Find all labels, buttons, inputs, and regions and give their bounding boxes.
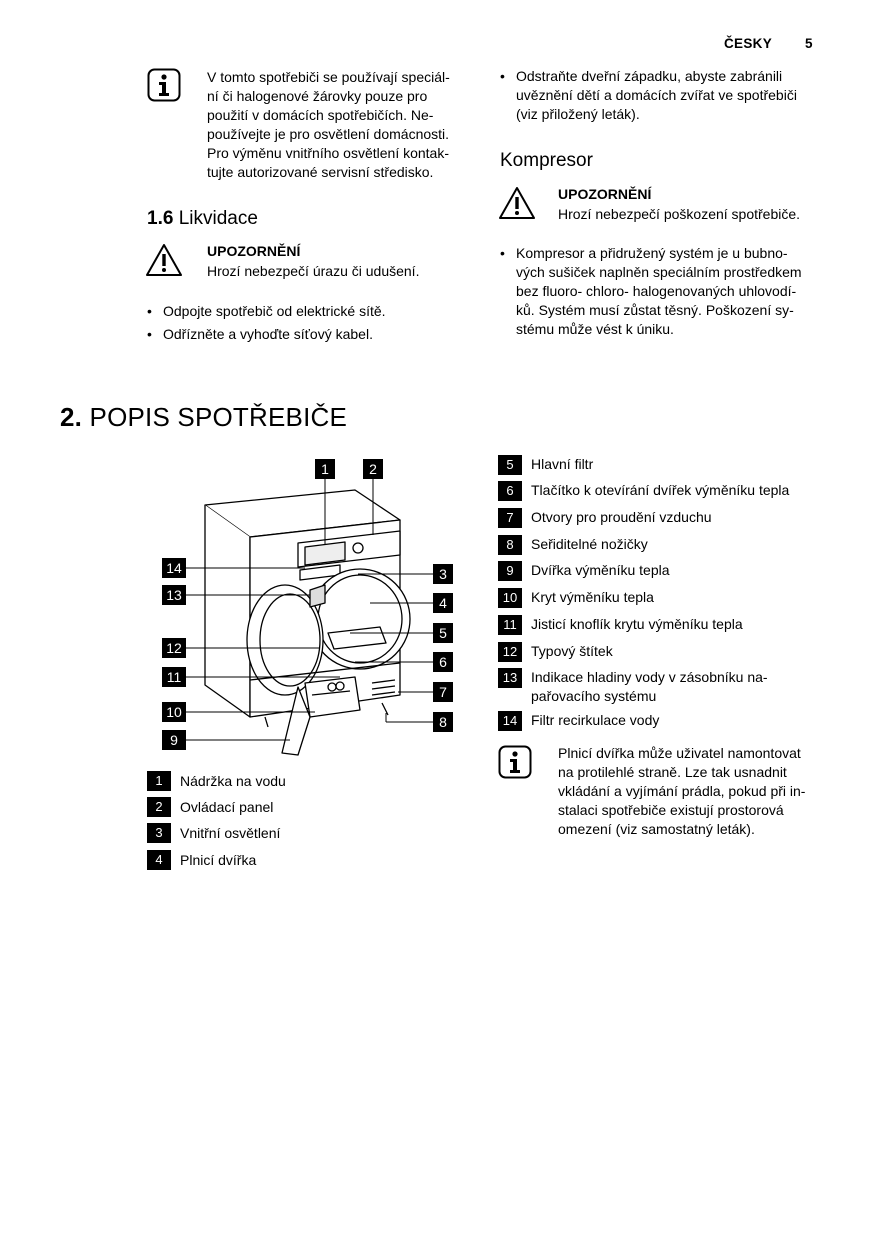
callout-7: 7: [433, 682, 453, 702]
page-number: 5: [805, 36, 813, 51]
legend-item: 14 Filtr recirkulace vody: [498, 710, 838, 730]
warning-text: Hrozí nebezpečí poškození spotřebiče.: [558, 206, 801, 222]
callout-1: 1: [315, 459, 335, 479]
legend-right: [498, 454, 838, 734]
subheading-kompresor: Kompresor: [500, 150, 593, 171]
legend-item: 8 Seřiditelné nožičky: [498, 534, 838, 554]
language-label: ČESKY: [724, 36, 773, 51]
legend-left: [147, 771, 447, 876]
legend-item: 1 Nádržka na vodu: [147, 771, 447, 791]
callout-6: 6: [433, 652, 453, 672]
warning-title: UPOZORNĚNÍ: [558, 186, 652, 202]
callout-14: 14: [162, 558, 186, 578]
legend-item: 11 Jisticí knoflík krytu výměníku tepla: [498, 614, 838, 634]
warning-icon: [145, 243, 183, 277]
legend-item: 10 Kryt výměníku tepla: [498, 587, 838, 607]
info-icon: [498, 745, 532, 779]
legend-item: 6 Tlačítko k otevírání dvířek výměníku tepla: [498, 480, 838, 500]
callout-9: 9: [162, 730, 186, 750]
legend-item: 4 Plnicí dvířka: [147, 850, 447, 870]
callout-8: 8: [433, 712, 453, 732]
list-item: • Odpojte spotřebič od elektrické sítě.: [147, 303, 386, 319]
callout-11: 11: [162, 667, 186, 687]
warning-title: UPOZORNĚNÍ: [207, 243, 301, 259]
list-item: • Kompresor a přidružený systém je u bubno- vých sušiček naplněn speciálním prostředkem bez fluoro- chloro- halogenovaných uhlovodí- ků. Systém musí zůstat těsný. Poškození sy- stému může vést k úniku.: [500, 245, 802, 337]
callout-10: 10: [162, 702, 186, 722]
callout-13: 13: [162, 585, 186, 605]
callout-12: 12: [162, 638, 186, 658]
warning-text: Hrozí nebezpečí úrazu či udušení.: [207, 263, 420, 279]
legend-item: 2 Ovládací panel: [147, 797, 447, 817]
callout-4: 4: [433, 593, 453, 613]
callout-3: 3: [433, 564, 453, 584]
page-title: 2. POPIS SPOTŘEBIČE: [60, 402, 348, 432]
dryer-illustration: [150, 455, 470, 770]
callout-5: 5: [433, 623, 453, 643]
list-item: • Odstraňte dveřní západku, abyste zabránili uvěznění dětí a domácích zvířat ve spotřebiči (viz přiložený leták).: [500, 68, 797, 122]
door-info-text: Plnicí dvířka může uživatel namontovat na protilehlé straně. Lze tak usnadnit vkládání a vyjímání prádla, pokud při in- stalaci spotřebiče existují prostorová omezení (viz samostatný leták).: [558, 745, 806, 837]
legend-item: 5 Hlavní filtr: [498, 454, 838, 474]
legend-item: 3 Vnitřní osvětlení: [147, 823, 447, 843]
legend-item: 13 Indikace hladiny vody v zásobníku na- pařovacího systému: [498, 667, 838, 707]
legend-item: 7 Otvory pro proudění vzduchu: [498, 507, 838, 527]
legend-item: 9 Dvířka výměníku tepla: [498, 560, 838, 580]
section-heading-likvidace: 1.6 Likvidace: [147, 208, 258, 229]
info-icon: [147, 68, 181, 102]
halogen-info-text: V tomto spotřebiči se používají speciál- ní či halogenové žárovky pouze pro použití v domácích spotřebičích. Ne- používejte je pro osvětlení domácnosti. Pro výměnu vnitřního osvětlení kontak- tujte autorizované servisní středisko.: [207, 69, 450, 180]
warning-icon: [498, 186, 536, 220]
list-item: • Odřízněte a vyhoďte síťový kabel.: [147, 326, 373, 342]
callout-2: 2: [363, 459, 383, 479]
legend-item: 12 Typový štítek: [498, 641, 838, 661]
